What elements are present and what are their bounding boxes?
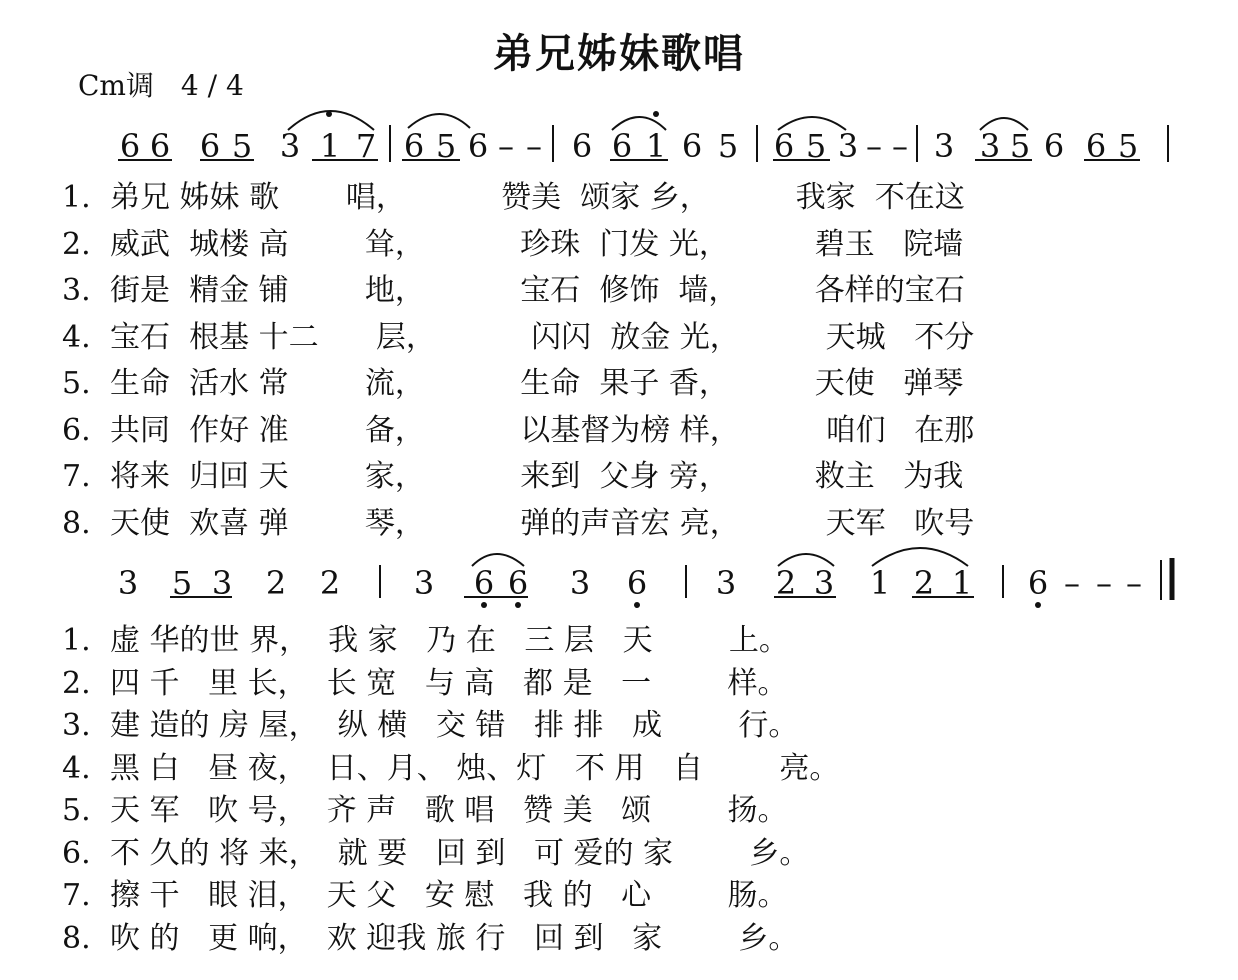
note: 6 [507,564,529,602]
verse-number: 7. [62,878,91,913]
note: 6 [1043,127,1065,165]
octave-dot [515,602,521,608]
note: – [1096,564,1112,602]
time-signature: 4 / 4 [180,69,244,102]
note: 3 [279,127,301,165]
note: 5 [717,127,739,165]
octave-dot [481,602,487,608]
verse-b-6 [62,828,809,872]
note: – [1064,564,1080,602]
note: 3 [813,564,835,602]
verse-number: 4. [62,750,91,786]
octave-dot [634,602,640,608]
note: – [498,127,514,165]
note: 1 [319,127,341,165]
verse-number: 1. [62,623,91,658]
verse-text: 弟兄 姊妹 歌 唱， 赞美 颂家 乡， 我家 不在这 [110,180,965,215]
note: – [1126,564,1142,602]
note: 6 [403,127,425,165]
notation-line-2 [118,564,1142,602]
verse-b-1 [62,615,789,659]
note: 6 [119,127,141,165]
verse-number: 5. [62,793,91,828]
verse-a-8 [62,498,974,542]
verse-number: 6. [62,835,91,871]
song-title: 弟兄姊妹歌唱 [493,31,745,77]
verse-text: 虚 华的世 界， 我 家 乃 在 三 层 天 上。 [110,623,789,658]
verse-number: 6. [62,412,91,448]
verse-number: 3. [62,708,91,743]
verse-b-5 [62,785,787,829]
verse-text: 四 千 里 长， 长 宽 与 高 都 是 一 样。 [110,665,788,701]
note: 6 [473,564,495,602]
verse-a-3 [62,265,965,309]
key-label: Cm调 [78,69,154,102]
note: 7 [355,127,377,165]
verse-number: 5. [62,366,91,401]
octave-dot [326,111,332,117]
verse-text: 宝石 根基 十二 层， 闪闪 放金 光， 天城 不分 [110,319,975,355]
note: 3 [569,564,591,602]
verse-a-7 [62,451,963,495]
verse-b-2 [62,658,787,702]
note: 3 [979,127,1001,165]
verse-number: 1. [62,180,91,215]
note: 3 [211,564,233,602]
note: 2 [775,564,797,602]
verse-b-8 [62,913,798,957]
note: 6 [149,127,171,165]
note: 2 [319,564,341,602]
note: 6 [199,127,221,165]
verse-text: 天 军 吹 号， 齐 声 歌 唱 赞 美 颂 扬。 [110,793,788,828]
note: 3 [837,127,859,165]
note: 6 [626,564,648,602]
note: – [892,127,908,165]
octave-dot [653,111,659,117]
note: 1 [645,127,667,165]
verse-number: 2. [62,226,91,262]
note: 5 [435,127,457,165]
verse-text: 天使 欢喜 弹 琴， 弹的声音宏 亮， 天军 吹号 [110,505,975,541]
note: 3 [413,564,435,602]
verse-number: 8. [62,505,91,541]
slur [408,114,470,128]
verse-a-5 [62,358,963,402]
verse-a-4 [62,312,974,356]
note: 6 [681,127,703,165]
verse-text: 街是 精金 铺 地， 宝石 修饰 墙， 各样的宝石 [110,273,965,308]
note: 6 [571,127,593,165]
verse-text: 将来 归回 天 家， 来到 父身 旁， 救主 为我 [110,459,964,494]
note: 6 [1085,127,1107,165]
note: 5 [805,127,827,165]
verse-text: 黑 白 昼 夜， 日、月、 烛、灯 不 用 自 亮。 [110,750,840,786]
note: 6 [611,127,633,165]
note: 5 [171,564,193,602]
note: 3 [933,127,955,165]
verse-text: 建 造的 房 屋， 纵 横 交 错 排 排 成 行。 [110,708,799,743]
verse-number: 8. [62,920,91,956]
verse-text: 不 久的 将 来， 就 要 回 到 可 爱的 家 乡。 [110,835,810,871]
note: 3 [117,564,139,602]
verse-a-2 [62,219,963,263]
note: 1 [869,564,891,602]
note: – [866,127,882,165]
verse-b-4 [62,743,839,787]
verse-text: 威武 城楼 高 耸， 珍珠 门发 光， 碧玉 院墙 [110,226,964,262]
note: 6 [1027,564,1049,602]
verse-number: 4. [62,319,91,355]
note: 6 [467,127,489,165]
verse-a-6 [62,405,974,449]
octave-dot [1035,602,1041,608]
note: 5 [1117,127,1139,165]
note: 6 [773,127,795,165]
note: – [526,127,542,165]
verse-text: 共同 作好 准 备， 以基督为榜 样， 咱们 在那 [110,412,975,448]
note: 5 [1009,127,1031,165]
note: 2 [265,564,287,602]
verse-b-3 [62,700,798,744]
verse-text: 吹 的 更 响， 欢 迎我 旅 行 回 到 家 乡。 [110,920,799,956]
verse-number: 2. [62,665,91,701]
verse-number: 7. [62,459,91,494]
verse-text: 生命 活水 常 流， 生命 果子 香， 天使 弹琴 [110,366,964,401]
verse-a-1 [62,172,965,216]
verse-text: 擦 干 眼 泪， 天 父 安 慰 我 的 心 肠。 [110,878,788,913]
verse-number: 3. [62,273,91,308]
note: 2 [913,564,935,602]
verse-b-7 [62,870,787,914]
note: 5 [231,127,253,165]
note: 1 [951,564,973,602]
note: 3 [715,564,737,602]
